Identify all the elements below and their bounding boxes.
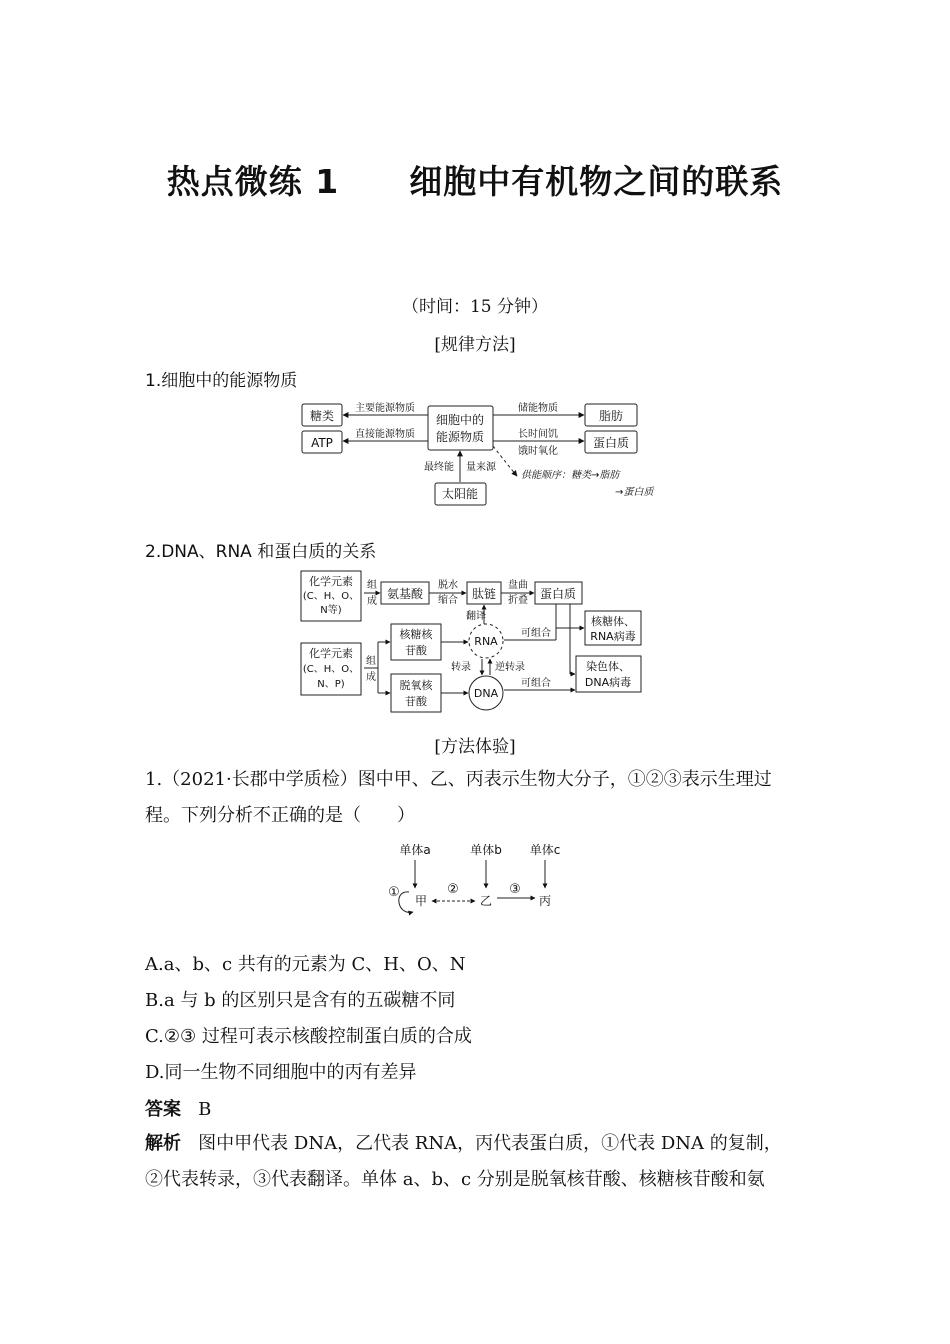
elements2-line1: 化学元素 [309,647,353,660]
ribosome-label-2: RNA病毒 [590,630,636,643]
process-1: ① [388,885,400,900]
answer-value: B [198,1099,212,1120]
analysis-line1: 图中甲代表 DNA，乙代表 RNA，丙代表蛋白质，①代表 DNA 的复制， [198,1133,782,1154]
page-title [0,156,950,203]
elements1-line3: N等) [320,605,342,616]
protein-label2: 蛋白质 [539,587,577,601]
option-d: D.同一生物不同细胞中的丙有差异 [145,1062,417,1083]
direct-energy-label: 直接能源物质 [355,429,415,440]
chromosome-label-2: DNA病毒 [584,676,632,689]
analysis-label: 解析 [145,1133,181,1154]
reverse-transcription-label: 逆转录 [495,662,525,673]
dna-rna-protein-diagram [298,568,648,716]
fat-label: 脂肪 [598,409,624,423]
monomer-a: 单体a [399,843,431,857]
deoxyribonucleotide-1: 脱氧核 [399,679,433,692]
sun-label: 太阳能 [441,487,479,501]
combine-label-1: 可组合 [521,628,551,639]
combine-label-2: 可组合 [521,678,551,689]
title-part1: 热点微练 1 [166,162,340,201]
final-energy-label: 最终能 [424,462,454,473]
compose2-b: 成 [366,672,376,683]
transcription-label: 转录 [451,662,471,673]
analysis [145,1126,815,1198]
process-2: ② [447,882,459,897]
dehydration-2: 缩合 [438,595,458,606]
supply-order-note-2: →蛋白质 [615,487,654,498]
bing-label: 丙 [538,894,552,908]
question-stem-line2: 程。下列分析不正确的是（ ） [145,805,415,826]
answer-label: 答案 [145,1099,181,1120]
folding-2: 折叠 [508,595,528,606]
question-stem [145,762,815,834]
rna-label: RNA [474,635,498,648]
ribonucleotide-2: 苷酸 [405,644,427,657]
time-limit: （时间：15 分钟） [401,297,549,317]
heading-dna-rna: 2.DNA、RNA 和蛋白质的关系 [145,542,377,562]
starvation-label-1: 长时间饥 [518,429,558,440]
title-part2: 细胞中有机物之间的联系 [409,162,784,201]
elements1-line1: 化学元素 [309,575,353,588]
option-c: C.②③ 过程可表示核酸控制蛋白质的合成 [145,1026,472,1047]
translation-label: 翻译 [466,611,486,622]
compose2-a: 组 [366,656,376,667]
jia-label: 甲 [414,894,428,908]
elements1-line2: (C、H、O、 [302,591,360,602]
option-b: B.a 与 b 的区别只是含有的五碳糖不同 [145,990,456,1011]
supply-order-note-1: 供能顺序：糖类→脂肪 [521,470,620,481]
starvation-label-2: 饿时氧化 [518,446,558,457]
atp-label: ATP [311,436,333,450]
protein-label: 蛋白质 [592,436,630,450]
amino-acid-label: 氨基酸 [386,587,424,601]
question-diagram [385,840,575,918]
process-3: ③ [509,882,521,897]
option-a: A.a、b、c 共有的元素为 C、H、O、N [145,954,466,975]
deoxyribonucleotide-2: 苷酸 [405,695,427,708]
section-rule-method: [规律方法] [434,335,516,355]
storage-label: 储能物质 [518,403,558,414]
elements2-line3: N、P) [317,679,345,690]
compose1-a: 组 [367,580,377,591]
peptide-label: 肽链 [471,587,497,601]
chromosome-label-1: 染色体、 [586,660,630,673]
folding-1: 盘曲 [508,580,528,591]
center-label-1: 细胞中的 [435,413,485,427]
center-label-2: 能源物质 [435,430,485,444]
main-energy-label: 主要能源物质 [355,403,415,414]
energy-diagram [295,396,685,508]
yi-label: 乙 [479,894,493,908]
elements2-line2: (C、H、O、 [302,664,360,675]
analysis-line2: ②代表转录，③代表翻译。单体 a、b、c 分别是脱氧核苷酸、核糖核苷酸和氨 [145,1169,765,1190]
sugar-label: 糖类 [309,409,335,423]
ribonucleotide-1: 核糖核 [399,628,433,641]
answer [145,1095,211,1121]
quantity-source-label: 量来源 [466,462,496,473]
monomer-b: 单体b [470,843,502,857]
compose1-b: 成 [367,596,377,607]
dehydration-1: 脱水 [438,580,458,591]
section-method-experience: [方法体验] [434,737,516,757]
monomer-c: 单体c [529,843,561,857]
ribosome-label-1: 核糖体、 [591,615,635,628]
heading-energy: 1.细胞中的能源物质 [145,371,298,391]
question-stem-line1: 1.（2021·长郡中学质检）图中甲、乙、丙表示生物大分子，①②③表示生理过 [145,769,772,790]
dna-label: DNA [473,687,499,700]
